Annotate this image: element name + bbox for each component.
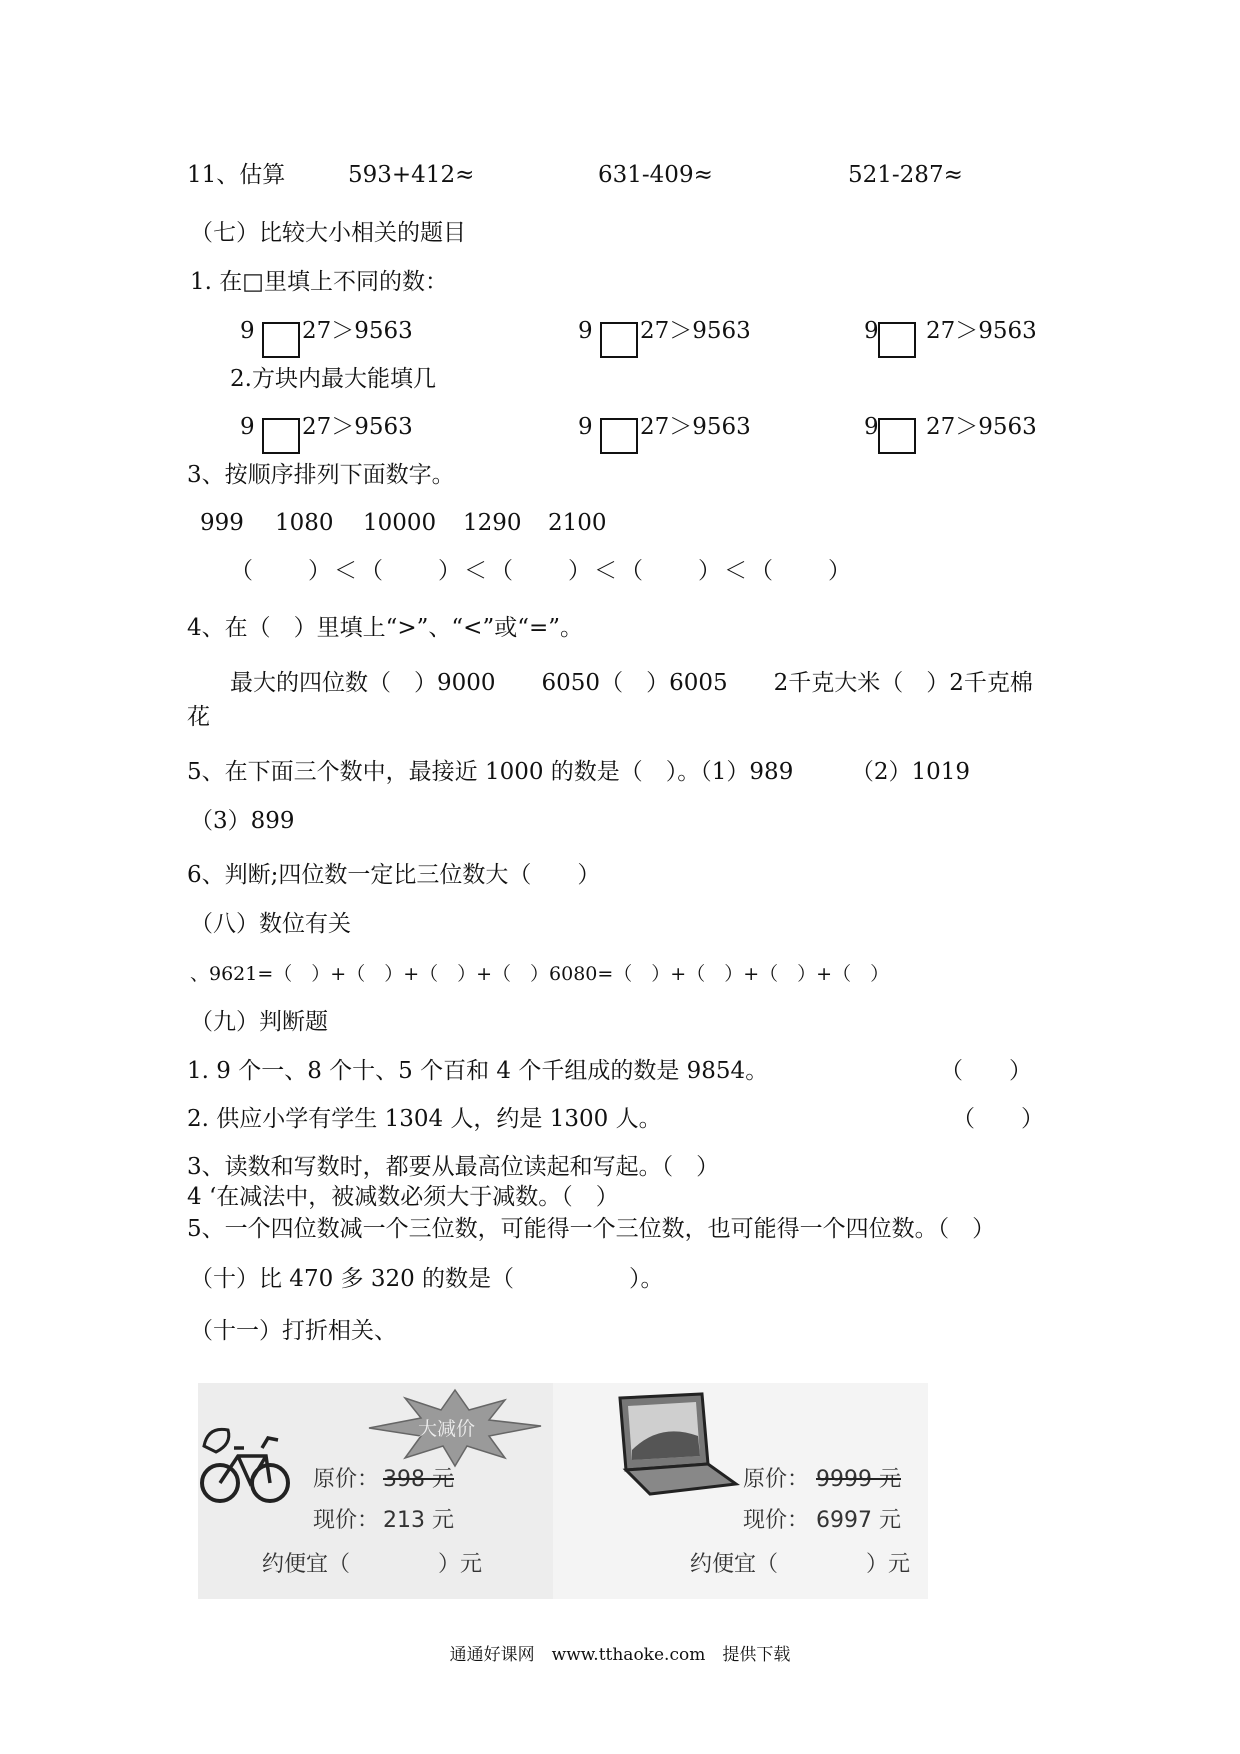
compare-suffix: 27＞9563	[640, 318, 751, 344]
digit-box[interactable]	[600, 322, 638, 358]
q4-line: 最大的四位数（ ）9000 6050（ ）6005 2千克大米（ ）2千克棉	[230, 670, 1033, 696]
section7-title: （七）比较大小相关的题目	[190, 220, 466, 246]
section7-q1: 1. 在□里填上不同的数：	[190, 269, 448, 295]
section10-text: （十）比 470 多 320 的数是（ ）。	[190, 1266, 664, 1292]
section8-line: 、9621=（ ）+（ ）+（ ）+（ ）6080=（ ）+（ ）+（ ）+（ ）	[190, 963, 890, 985]
bike-save: 约便宜（ ）元	[262, 1552, 483, 1577]
compare-prefix: 9	[240, 318, 255, 344]
number-item: 999	[200, 510, 244, 536]
digit-box[interactable]	[262, 322, 300, 358]
laptop-icon	[610, 1392, 740, 1497]
section7-q6: 6、判断;四位数一定比三位数大（ ）	[187, 862, 601, 888]
q4-wrap: 花	[187, 704, 210, 730]
judge-paren-2: （ ）	[952, 1106, 1044, 1132]
judge-item-4: 4 ‘在减法中，被减数必须大于减数。（ ）	[187, 1184, 619, 1210]
number-item: 10000	[363, 510, 437, 536]
judge-item-3: 3、读数和写数时，都要从最高位读起和写起。（ ）	[187, 1154, 720, 1180]
page-footer: 通通好课网 www.tthaoke.com 提供下载	[449, 1645, 791, 1665]
compare-prefix: 9	[864, 414, 879, 440]
section9-title: （九）判断题	[190, 1009, 328, 1035]
number-item: 1080	[275, 510, 334, 536]
compare-prefix: 9	[578, 318, 593, 344]
section7-q2: 2.方块内最大能填几	[230, 366, 436, 392]
estimate-item-3: 521-287≈	[848, 162, 963, 188]
bicycle-icon	[198, 1418, 293, 1513]
compare-prefix: 9	[578, 414, 593, 440]
laptop-orig-price: 9999 元	[816, 1462, 901, 1493]
bike-orig-price: 398 元	[383, 1462, 454, 1493]
number-item: 2100	[548, 510, 607, 536]
compare-suffix: 27＞9563	[640, 414, 751, 440]
sale-banner-text: 大减价	[418, 1418, 476, 1440]
q5-wrap: （3）899	[190, 808, 295, 834]
digit-box[interactable]	[878, 418, 916, 454]
section7-q5: 5、在下面三个数中，最接近 1000 的数是（ ）。（1）989 （2）1019	[187, 759, 970, 785]
compare-prefix: 9	[240, 414, 255, 440]
judge-paren-1: （ ）	[940, 1058, 1032, 1084]
estimate-item-1: 593+412≈	[348, 162, 475, 188]
compare-prefix: 9	[864, 318, 879, 344]
laptop-save: 约便宜（ ）元	[690, 1552, 911, 1577]
compare-suffix: 27＞9563	[926, 414, 1037, 440]
estimate-item-2: 631-409≈	[598, 162, 713, 188]
digit-box[interactable]	[878, 322, 916, 358]
estimate-label: 11、估算	[187, 162, 286, 188]
laptop-now-price: 6997 元	[816, 1508, 901, 1533]
section7-q4: 4、在（ ）里填上“>”、“<”或“=”。	[187, 615, 583, 641]
section8-title: （八）数位有关	[190, 911, 351, 937]
section11-title: （十一）打折相关、	[190, 1318, 397, 1344]
laptop-orig-label: 原价：	[743, 1467, 810, 1492]
bike-orig-label: 原价：	[313, 1467, 380, 1492]
compare-suffix: 27＞9563	[302, 318, 413, 344]
section7-q3: 3、按顺序排列下面数字。	[187, 462, 455, 488]
judge-item-2: 2. 供应小学有学生 1304 人，约是 1300 人。	[187, 1106, 662, 1132]
compare-suffix: 27＞9563	[302, 414, 413, 440]
judge-item-5: 5、一个四位数减一个三位数，可能得一个三位数，也可能得一个四位数。（ ）	[187, 1216, 996, 1242]
digit-box[interactable]	[600, 418, 638, 454]
bike-now-label: 现价：	[313, 1508, 380, 1533]
judge-item-1: 1. 9 个一、8 个十、5 个百和 4 个千组成的数是 9854。	[187, 1058, 769, 1084]
laptop-now-label: 现价：	[743, 1508, 810, 1533]
number-item: 1290	[463, 510, 522, 536]
compare-suffix: 27＞9563	[926, 318, 1037, 344]
bike-now-price: 213 元	[383, 1508, 454, 1533]
order-line: （ ）＜（ ）＜（ ）＜（ ）＜（ ）	[230, 558, 854, 584]
digit-box[interactable]	[262, 418, 300, 454]
